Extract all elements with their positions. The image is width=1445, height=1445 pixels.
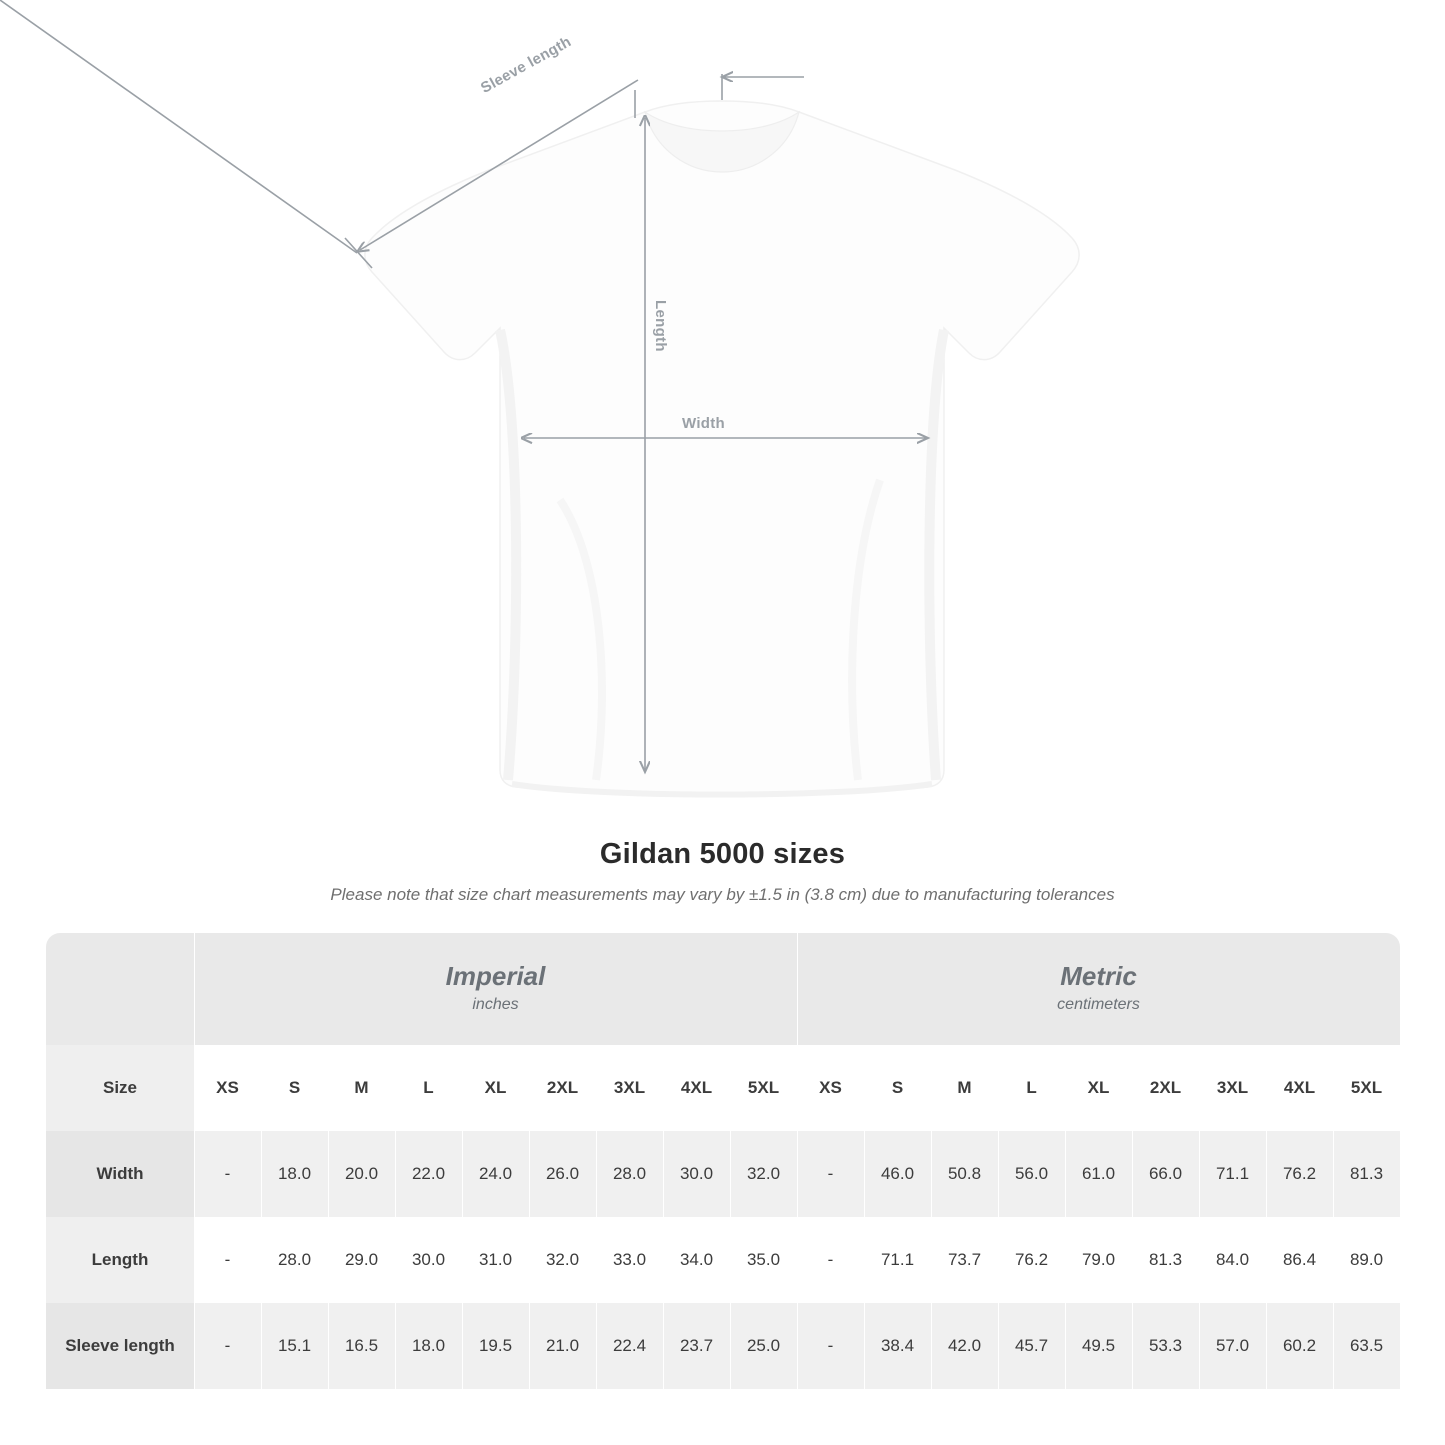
unit-metric-name: Metric xyxy=(1060,960,1137,991)
unit-metric-sub: centimeters xyxy=(1057,996,1140,1014)
col-metric-s: S xyxy=(864,1045,931,1131)
sleeve-length-label: Sleeve length xyxy=(478,33,575,97)
cell: 29.0 xyxy=(328,1217,395,1303)
cell: 50.8 xyxy=(931,1131,998,1217)
cell: 49.5 xyxy=(1065,1303,1132,1389)
cell: 28.0 xyxy=(596,1131,663,1217)
cell: 22.0 xyxy=(395,1131,462,1217)
unit-header-spacer xyxy=(46,933,194,1045)
cell: 32.0 xyxy=(529,1217,596,1303)
cell: 81.3 xyxy=(1132,1217,1199,1303)
cell: 24.0 xyxy=(462,1131,529,1217)
row-label-length: Length xyxy=(46,1217,194,1303)
length-label: Length xyxy=(652,300,669,352)
col-imperial-5xl: 5XL xyxy=(730,1045,797,1131)
cell: 20.0 xyxy=(328,1131,395,1217)
cell: 23.7 xyxy=(663,1303,730,1389)
cell: 18.0 xyxy=(261,1131,328,1217)
cell: - xyxy=(194,1217,261,1303)
cell: 22.4 xyxy=(596,1303,663,1389)
cell: 35.0 xyxy=(730,1217,797,1303)
size-header-row xyxy=(46,1045,1400,1131)
cell: 31.0 xyxy=(462,1217,529,1303)
cell: 30.0 xyxy=(663,1131,730,1217)
cell: 71.1 xyxy=(864,1217,931,1303)
cell: 89.0 xyxy=(1333,1217,1400,1303)
unit-header-metric xyxy=(797,933,1400,1045)
size-table xyxy=(46,933,1400,1389)
col-metric-2xl: 2XL xyxy=(1132,1045,1199,1131)
cell: - xyxy=(797,1303,864,1389)
cell: 57.0 xyxy=(1199,1303,1266,1389)
col-metric-m: M xyxy=(931,1045,998,1131)
col-imperial-s: S xyxy=(261,1045,328,1131)
cell: 56.0 xyxy=(998,1131,1065,1217)
unit-header-row xyxy=(46,933,1400,1045)
col-metric-4xl: 4XL xyxy=(1266,1045,1333,1131)
cell: 81.3 xyxy=(1333,1131,1400,1217)
table-row xyxy=(46,1217,1400,1303)
column-header-size: Size xyxy=(46,1045,194,1131)
cell: 45.7 xyxy=(998,1303,1065,1389)
cell: 33.0 xyxy=(596,1217,663,1303)
cell: 32.0 xyxy=(730,1131,797,1217)
tolerance-note: Please note that size chart measurements may vary by ±1.5 in (3.8 cm) due to manufacturing tolerances xyxy=(330,885,1115,904)
width-label: Width xyxy=(682,415,726,432)
cell: 63.5 xyxy=(1333,1303,1400,1389)
col-metric-3xl: 3XL xyxy=(1199,1045,1266,1131)
title-block xyxy=(0,838,1445,905)
tshirt-shape xyxy=(365,101,1079,795)
cell: 30.0 xyxy=(395,1217,462,1303)
cell: 60.2 xyxy=(1266,1303,1333,1389)
cell: 53.3 xyxy=(1132,1303,1199,1389)
col-imperial-4xl: 4XL xyxy=(663,1045,730,1131)
col-metric-5xl: 5XL xyxy=(1333,1045,1400,1131)
col-imperial-l: L xyxy=(395,1045,462,1131)
cell: 25.0 xyxy=(730,1303,797,1389)
cell: 76.2 xyxy=(1266,1131,1333,1217)
cell: 42.0 xyxy=(931,1303,998,1389)
cell: 66.0 xyxy=(1132,1131,1199,1217)
cell: 84.0 xyxy=(1199,1217,1266,1303)
col-metric-xs: XS xyxy=(797,1045,864,1131)
cell: 46.0 xyxy=(864,1131,931,1217)
col-imperial-xl: XL xyxy=(462,1045,529,1131)
cell: - xyxy=(797,1131,864,1217)
cell: 15.1 xyxy=(261,1303,328,1389)
col-imperial-2xl: 2XL xyxy=(529,1045,596,1131)
row-label-sleeve-length: Sleeve length xyxy=(46,1303,194,1389)
cell: - xyxy=(194,1131,261,1217)
cell: 76.2 xyxy=(998,1217,1065,1303)
cell: 26.0 xyxy=(529,1131,596,1217)
cell: 28.0 xyxy=(261,1217,328,1303)
cell: 73.7 xyxy=(931,1217,998,1303)
size-table-wrapper xyxy=(46,933,1399,1389)
cell: 16.5 xyxy=(328,1303,395,1389)
unit-imperial-sub: inches xyxy=(472,996,519,1014)
cell: 21.0 xyxy=(529,1303,596,1389)
cell: - xyxy=(797,1217,864,1303)
cell: 61.0 xyxy=(1065,1131,1132,1217)
cell: 71.1 xyxy=(1199,1131,1266,1217)
cell: 86.4 xyxy=(1266,1217,1333,1303)
col-imperial-xs: XS xyxy=(194,1045,261,1131)
table-row xyxy=(46,1303,1400,1389)
col-metric-l: L xyxy=(998,1045,1065,1131)
cell: - xyxy=(194,1303,261,1389)
col-metric-xl: XL xyxy=(1065,1045,1132,1131)
row-label-width: Width xyxy=(46,1131,194,1217)
cell: 38.4 xyxy=(864,1303,931,1389)
page-title: Gildan 5000 sizes xyxy=(599,838,846,870)
col-imperial-m: M xyxy=(328,1045,395,1131)
col-imperial-3xl: 3XL xyxy=(596,1045,663,1131)
table-row xyxy=(46,1131,1400,1217)
cell: 34.0 xyxy=(663,1217,730,1303)
cell: 79.0 xyxy=(1065,1217,1132,1303)
unit-header-imperial xyxy=(194,933,797,1045)
cell: 19.5 xyxy=(462,1303,529,1389)
cell: 18.0 xyxy=(395,1303,462,1389)
unit-imperial-name: Imperial xyxy=(445,960,546,991)
